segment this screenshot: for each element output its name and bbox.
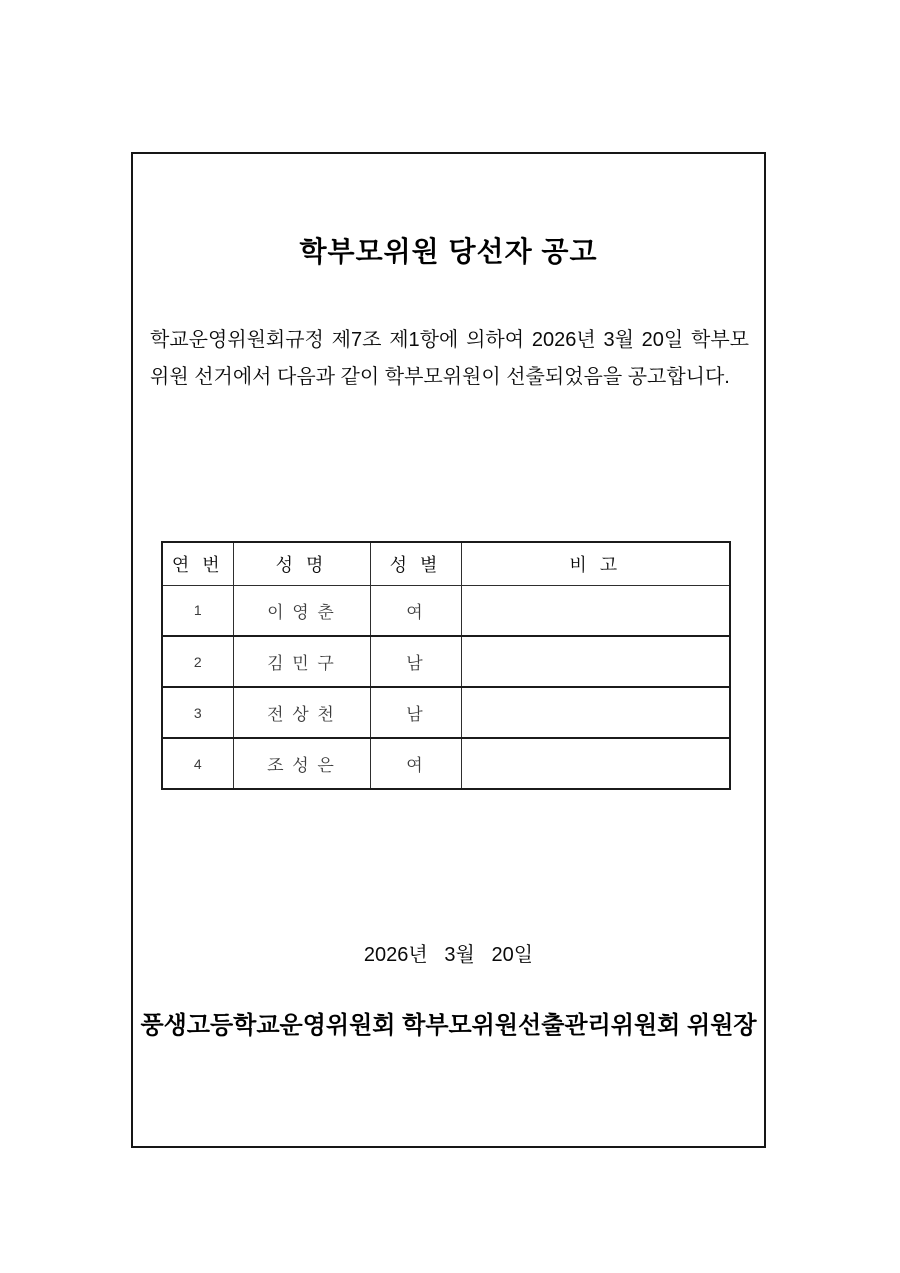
elected-members-table [161, 541, 731, 790]
table-row [162, 585, 730, 636]
cell-remarks [461, 738, 730, 789]
table-header-row [162, 542, 730, 585]
cell-name: 이 영 춘 [233, 585, 370, 636]
notice-body [150, 322, 749, 396]
page-frame [131, 152, 766, 1148]
cell-gender: 남 [370, 687, 461, 738]
cell-gender: 남 [370, 636, 461, 687]
column-header-remarks: 비 고 [461, 542, 730, 585]
notice-body-line-1: 학교운영위원회규정 제7조 제1항에 의하여 2026년 3월 20일 학부모 [150, 329, 749, 351]
cell-remarks [461, 636, 730, 687]
cell-gender: 여 [370, 738, 461, 789]
table-row [162, 636, 730, 687]
column-header-name: 성 명 [233, 542, 370, 585]
column-header-number: 연 번 [162, 542, 233, 585]
issue-date: 2026년 3월 20일 [363, 944, 534, 966]
cell-remarks [461, 585, 730, 636]
cell-remarks [461, 687, 730, 738]
cell-number: 2 [162, 636, 233, 687]
table-row [162, 738, 730, 789]
cell-gender: 여 [370, 585, 461, 636]
table-row [162, 687, 730, 738]
cell-number: 1 [162, 585, 233, 636]
notice-body-line-2: 위원 선거에서 다음과 같이 학부모위원이 선출되었음을 공고합니다. [150, 366, 730, 388]
cell-name: 전 상 천 [233, 687, 370, 738]
cell-name: 조 성 은 [233, 738, 370, 789]
document-title: 학부모위원 당선자 공고 [299, 236, 598, 267]
cell-name: 김 민 구 [233, 636, 370, 687]
cell-number: 4 [162, 738, 233, 789]
cell-number: 3 [162, 687, 233, 738]
signature-line: 풍생고등학교운영위원회 학부모위원선출관리위원회 위원장 [140, 1012, 757, 1039]
column-header-gender: 성 별 [370, 542, 461, 585]
